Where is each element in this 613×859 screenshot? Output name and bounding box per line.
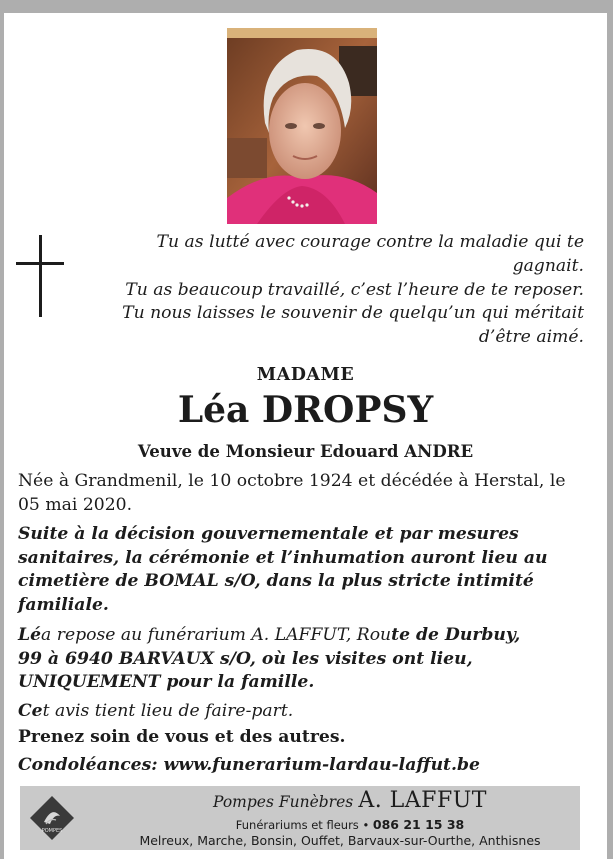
cross-icon	[16, 235, 66, 317]
text-fragment: a repose au funérarium A. LAFFUT, Rou	[41, 625, 392, 645]
text-line: 99 à 6940 BARVAUX s/O, où les visites ont lieu,	[18, 648, 473, 669]
text-fragment: te de Durbuy,	[391, 625, 521, 645]
text-line: sanitaires, la cérémonie et l’inhumation auront lieu au	[18, 547, 548, 568]
funeral-home-services	[120, 817, 580, 832]
honorific: MADAME	[256, 365, 355, 385]
text-fragment: t avis tient lieu de faire-part.	[42, 701, 294, 721]
text-line: cimetière de BOMAL s/O, dans la plus stricte intimité	[18, 571, 534, 591]
deceased-name: Léa DROPSY	[177, 389, 434, 431]
svg-text:POMPES: POMPES	[41, 828, 63, 834]
ceremony-paragraph	[18, 523, 598, 617]
obituary-sheet	[4, 13, 607, 859]
funeral-home-logo-icon	[28, 794, 76, 842]
verse-line: Tu as lutté avec courage contre la maladie qui te	[156, 232, 584, 252]
text-fragment: Ce	[18, 701, 43, 721]
visitation-paragraph	[18, 624, 598, 695]
funeral-home-brand: A. LAFFUT	[358, 788, 487, 813]
care-line: Prenez soin de vous et des autres.	[18, 727, 346, 747]
funeral-home-name	[120, 788, 580, 813]
text-line: Née à Grandmenil, le 10 octobre 1924 et décédée à Herstal, le	[18, 471, 566, 491]
phone-number: 086 21 15 38	[372, 817, 465, 832]
birth-death-paragraph	[18, 470, 598, 517]
condolences-line: Condoléances: www.funerarium-lardau-laffut.be	[18, 755, 480, 775]
verse-line: d’être aimé.	[478, 327, 584, 348]
poem-verse	[104, 231, 584, 350]
text-line: 05 mai 2020.	[18, 494, 133, 515]
text-fragment: Lé	[18, 625, 42, 645]
services-label: Funérariums et fleurs •	[235, 818, 373, 832]
text-line: Suite à la décision gouvernementale et par mesures	[18, 524, 519, 544]
portrait-photo	[227, 28, 377, 224]
verse-line: Tu nous laisses le souvenir de quelqu’un qui méritait	[122, 303, 584, 324]
widow-of-line: Veuve de Monsieur Edouard ANDRE	[137, 441, 474, 461]
verse-line: Tu as beaucoup travaillé, c’est l’heure de te reposer.	[125, 279, 584, 300]
funeral-home-banner	[20, 786, 580, 850]
text-line	[18, 624, 598, 648]
text-line: familiale.	[18, 594, 109, 615]
funeral-home-prefix: Pompes Funèbres	[213, 793, 354, 811]
text-line: UNIQUEMENT pour la famille.	[18, 672, 315, 692]
funeral-home-locations: Melreux, Marche, Bonsin, Ouffet, Barvaux-sur-Ourthe, Anthisnes	[139, 833, 541, 848]
verse-line: gagnait.	[512, 255, 584, 276]
notice-line	[18, 700, 598, 724]
